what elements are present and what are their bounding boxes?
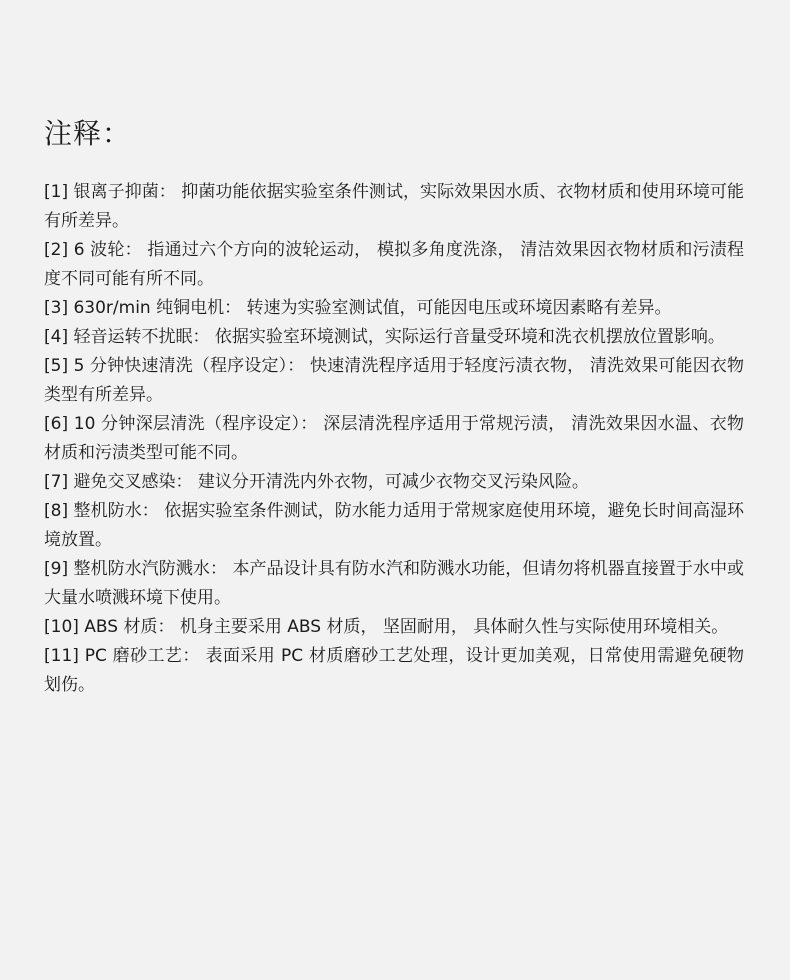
note-item-11: [11] PC 磨砂工艺： 表面采用 PC 材质磨砂工艺处理，设计更加美观，日常使用需避免硬物划伤。 xyxy=(44,646,744,695)
page-title: 注释： xyxy=(44,117,132,150)
note-item-4: [4] 轻音运转不扰眠： 依据实验室环境测试，实际运行音量受环境和洗衣机摆放位置影响。 xyxy=(44,327,725,347)
note-item-8: [8] 整机防水： 依据实验室条件测试，防水能力适用于常规家庭使用环境，避免长时间高湿环境放置。 xyxy=(44,501,744,550)
notes-list xyxy=(44,178,744,700)
note-item-7: [7] 避免交叉感染： 建议分开清洗内外衣物，可减少衣物交叉污染风险。 xyxy=(44,472,589,492)
note-item-2: [2] 6 波轮： 指通过六个方向的波轮运动， 模拟多角度洗涤， 清洁效果因衣物材质和污渍程度不同可能有所不同。 xyxy=(44,240,744,289)
note-item-10: [10] ABS 材质： 机身主要采用 ABS 材质， 坚固耐用， 具体耐久性与实际使用环境相关。 xyxy=(44,617,729,637)
note-item-5: [5] 5 分钟快速清洗（程序设定）： 快速清洗程序适用于轻度污渍衣物， 清洗效果可能因衣物类型有所差异。 xyxy=(44,356,744,405)
note-item-6: [6] 10 分钟深层清洗（程序设定）： 深层清洗程序适用于常规污渍， 清洗效果因水温、衣物材质和污渍类型可能不同。 xyxy=(44,414,744,463)
note-item-3: [3] 630r/min 纯铜电机： 转速为实验室测试值，可能因电压或环境因素略有差异。 xyxy=(44,298,672,318)
note-item-9: [9] 整机防水汽防溅水： 本产品设计具有防水汽和防溅水功能，但请勿将机器直接置于水中或大量水喷溅环境下使用。 xyxy=(44,559,744,608)
note-item-1: [1] 银离子抑菌： 抑菌功能依据实验室条件测试，实际效果因水质、衣物材质和使用环境可能有所差异。 xyxy=(44,182,744,231)
